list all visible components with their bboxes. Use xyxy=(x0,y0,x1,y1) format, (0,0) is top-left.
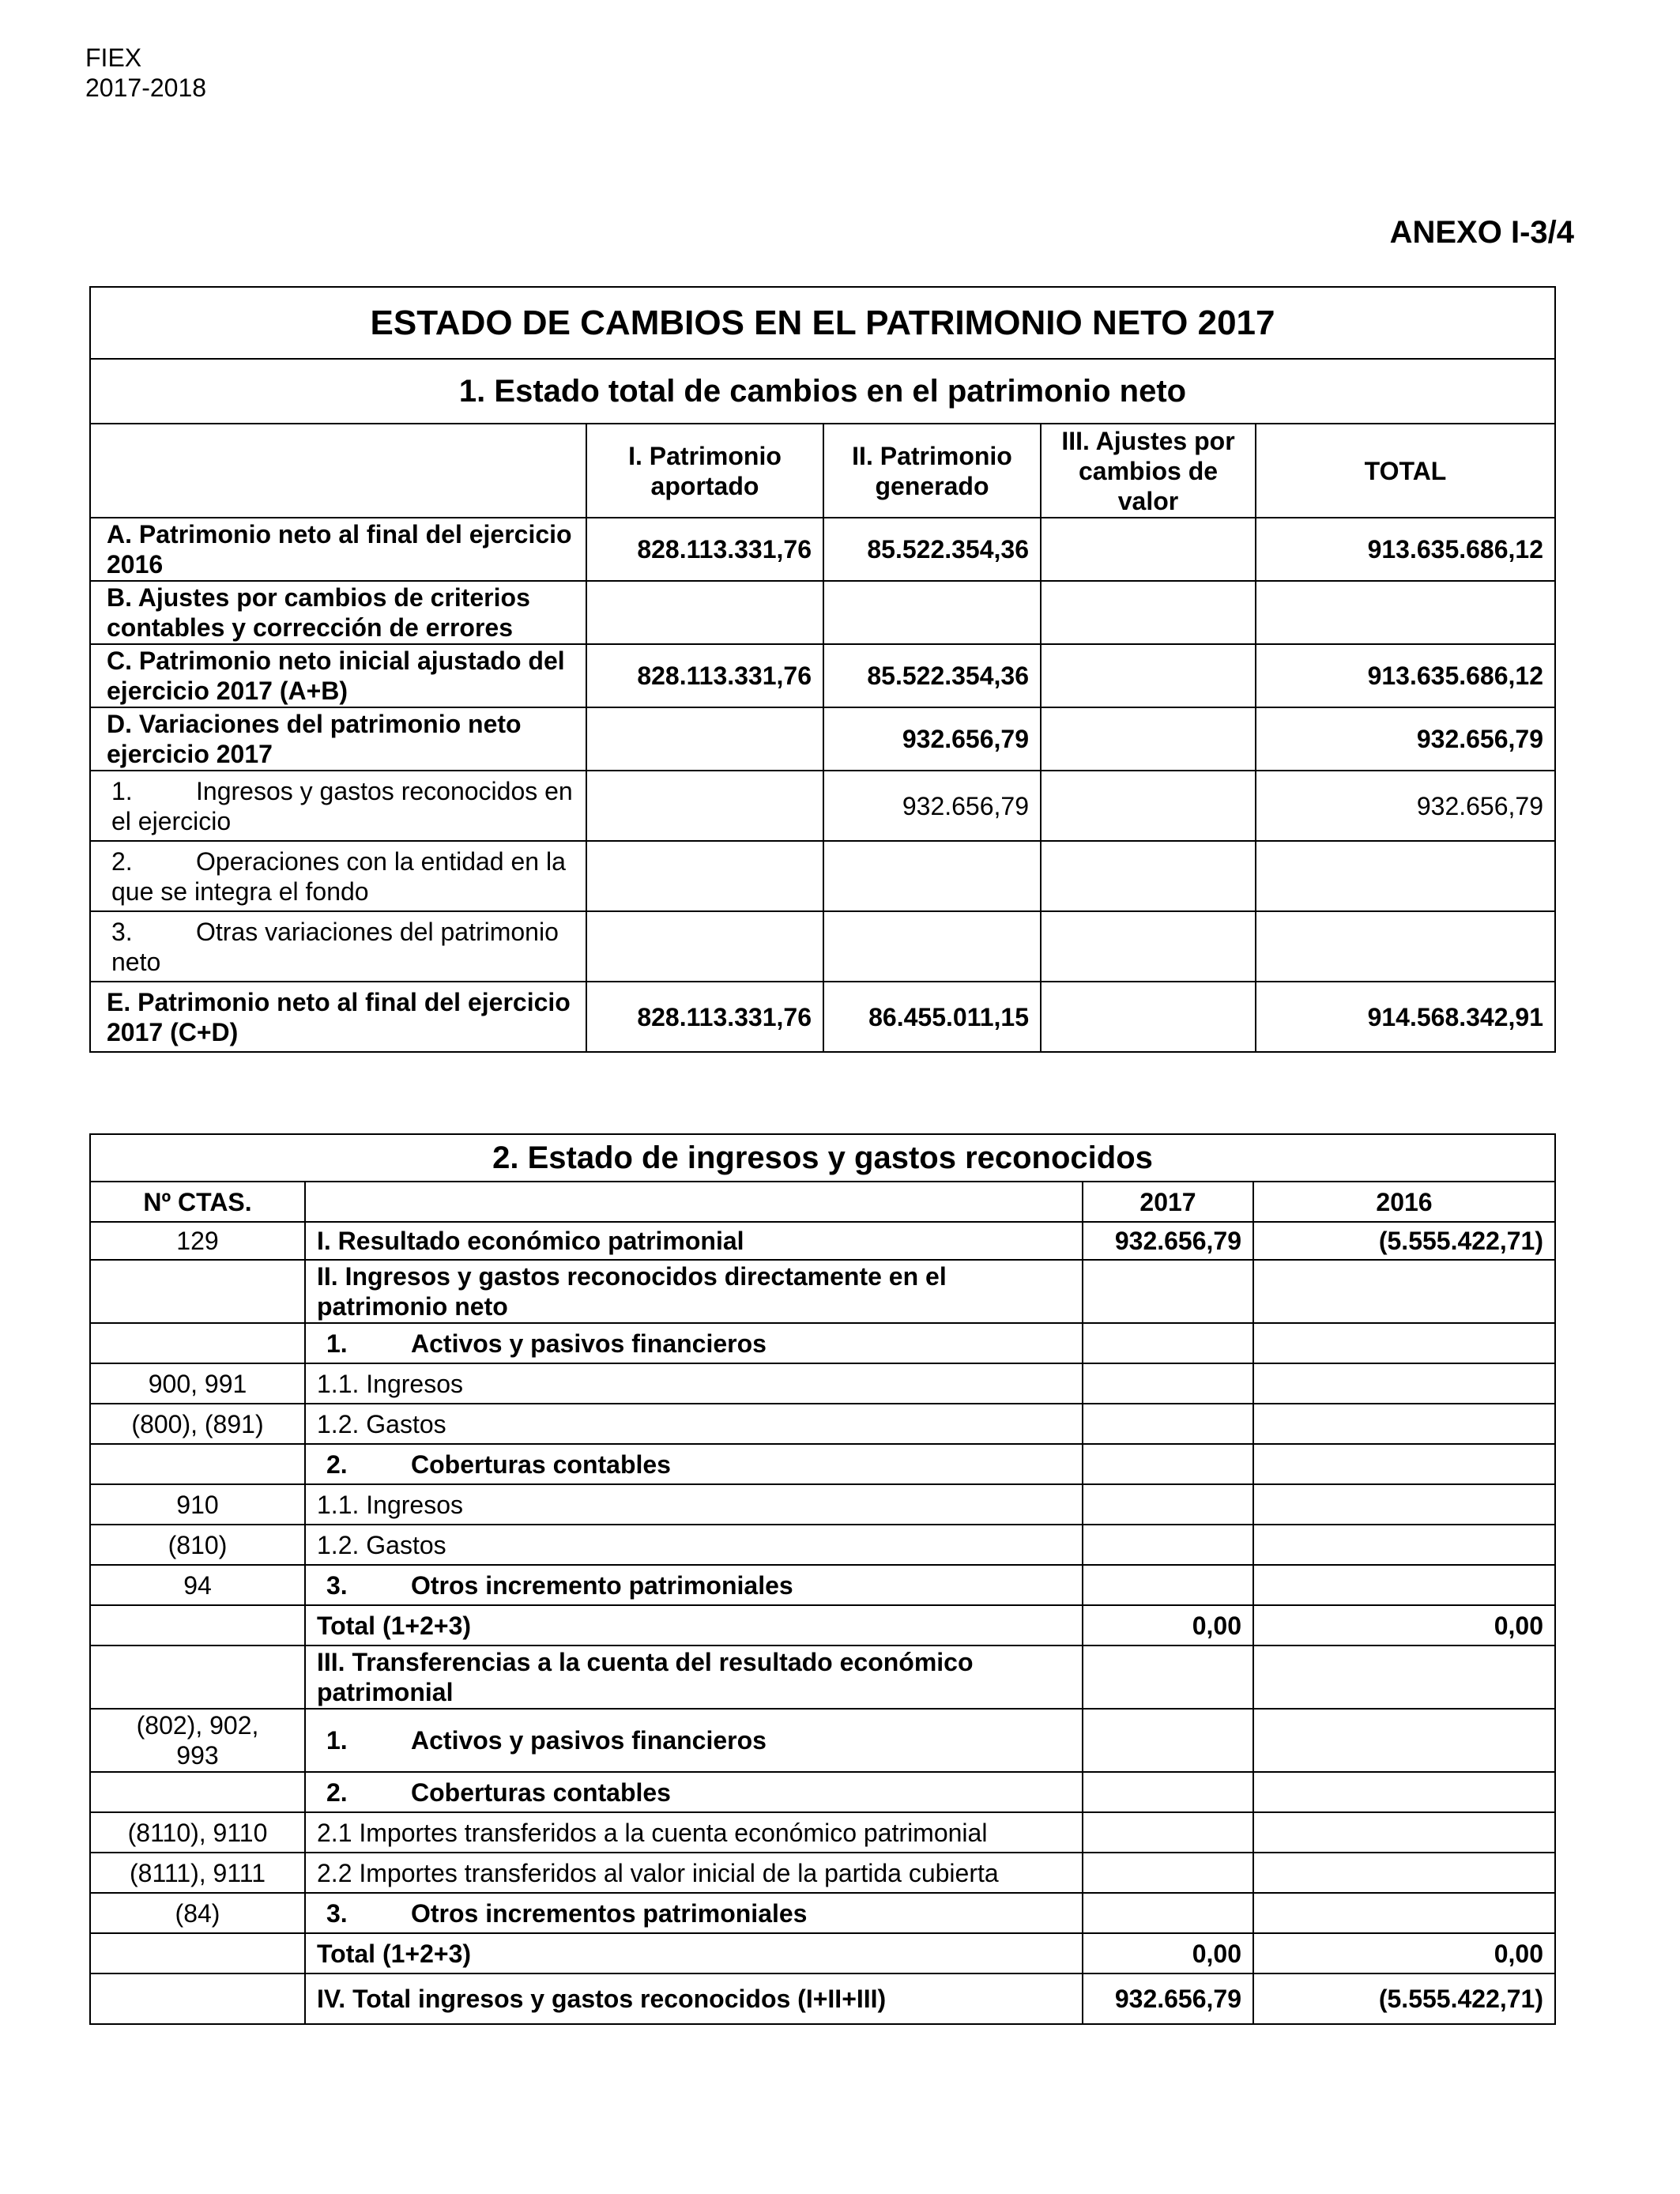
cell-2016 xyxy=(1253,1772,1555,1812)
table-row xyxy=(90,1605,1555,1646)
cell-aportado xyxy=(586,841,823,911)
cell-ctas xyxy=(90,1933,305,1973)
row-index: 2. xyxy=(326,1449,348,1479)
cell-2017 xyxy=(1083,1525,1253,1565)
row-label xyxy=(90,771,586,841)
cell-ctas: (8110), 9110 xyxy=(90,1812,305,1853)
table-row xyxy=(90,1222,1555,1260)
cell-concept xyxy=(305,1709,1083,1772)
cell-concept: 1.2. Gastos xyxy=(305,1525,1083,1565)
cell-concept: 1.1. Ingresos xyxy=(305,1363,1083,1404)
cell-aportado: 828.113.331,76 xyxy=(586,982,823,1052)
cell-total: 932.656,79 xyxy=(1256,707,1555,771)
cell-ajustes xyxy=(1041,707,1256,771)
cell-ctas: (84) xyxy=(90,1893,305,1933)
table-row xyxy=(90,581,1555,644)
cell-ctas: 94 xyxy=(90,1565,305,1605)
col-header-aportado: I. Patrimonio aportado xyxy=(586,424,823,518)
concept-text: Coberturas contables xyxy=(411,1449,671,1479)
cell-generado: 85.522.354,36 xyxy=(823,644,1041,707)
cell-ctas: (800), (891) xyxy=(90,1404,305,1444)
fiscal-period: 2017-2018 xyxy=(85,74,207,102)
cell-2016: 0,00 xyxy=(1253,1933,1555,1973)
table-row xyxy=(90,1484,1555,1525)
cell-generado: 86.455.011,15 xyxy=(823,982,1041,1052)
col-header-2016: 2016 xyxy=(1253,1182,1555,1222)
cell-2017 xyxy=(1083,1260,1253,1323)
table-row xyxy=(90,1363,1555,1404)
table-row xyxy=(90,644,1555,707)
cell-total: 913.635.686,12 xyxy=(1256,644,1555,707)
cell-aportado xyxy=(586,911,823,982)
table-row xyxy=(90,1444,1555,1484)
table-row xyxy=(90,841,1555,911)
table-row xyxy=(90,982,1555,1052)
table-row xyxy=(90,1646,1555,1709)
cell-2016 xyxy=(1253,1565,1555,1605)
cell-concept: 2.2 Importes transferidos al valor inicial de la partida cubierta xyxy=(305,1853,1083,1893)
cell-2017 xyxy=(1083,1323,1253,1363)
equity-changes-table xyxy=(89,286,1556,1053)
cell-ajustes xyxy=(1041,644,1256,707)
cell-concept xyxy=(305,1565,1083,1605)
col-header-generado: II. Patrimonio generado xyxy=(823,424,1041,518)
row-index: 3. xyxy=(326,1570,348,1600)
cell-2017: 0,00 xyxy=(1083,1605,1253,1646)
cell-2017 xyxy=(1083,1853,1253,1893)
concept-text: Activos y pasivos financieros xyxy=(411,1329,767,1358)
table-row xyxy=(90,1933,1555,1973)
cell-generado: 85.522.354,36 xyxy=(823,518,1041,581)
cell-2016 xyxy=(1253,1853,1555,1893)
recognized-income-expenses-table xyxy=(89,1133,1556,2025)
cell-2017 xyxy=(1083,1565,1253,1605)
cell-ctas: (8111), 9111 xyxy=(90,1853,305,1893)
cell-2016: (5.555.422,71) xyxy=(1253,1222,1555,1260)
cell-2016 xyxy=(1253,1484,1555,1525)
col-header-ctas: Nº CTAS. xyxy=(90,1182,305,1222)
cell-2017 xyxy=(1083,1444,1253,1484)
organization-name: FIEX xyxy=(85,43,142,72)
concept-text: Otros incremento patrimoniales xyxy=(411,1570,793,1600)
row-label xyxy=(90,841,586,911)
cell-ctas: (810) xyxy=(90,1525,305,1565)
table-row xyxy=(90,1709,1555,1772)
row-label: E. Patrimonio neto al final del ejercicio 2017 (C+D) xyxy=(90,982,586,1052)
cell-ctas xyxy=(90,1323,305,1363)
cell-ctas: (802), 902, 993 xyxy=(90,1709,305,1772)
cell-concept xyxy=(305,1893,1083,1933)
row-label: D. Variaciones del patrimonio neto ejercicio 2017 xyxy=(90,707,586,771)
cell-ctas: 910 xyxy=(90,1484,305,1525)
cell-concept: II. Ingresos y gastos reconocidos directamente en el patrimonio neto xyxy=(305,1260,1083,1323)
cell-2016 xyxy=(1253,1323,1555,1363)
cell-concept xyxy=(305,1323,1083,1363)
concept-text: Otros incrementos patrimoniales xyxy=(411,1898,808,1928)
cell-total xyxy=(1256,911,1555,982)
annex-label: ANEXO I-3/4 xyxy=(1389,215,1574,250)
cell-concept xyxy=(305,1444,1083,1484)
cell-2017 xyxy=(1083,1404,1253,1444)
cell-2016 xyxy=(1253,1404,1555,1444)
cell-concept: III. Transferencias a la cuenta del resultado económico patrimonial xyxy=(305,1646,1083,1709)
cell-ctas xyxy=(90,1260,305,1323)
cell-ctas xyxy=(90,1605,305,1646)
table-row xyxy=(90,1565,1555,1605)
row-label: C. Patrimonio neto inicial ajustado del ejercicio 2017 (A+B) xyxy=(90,644,586,707)
row-label-text: Operaciones con la entidad en la que se integra el fondo xyxy=(111,846,566,906)
cell-concept: I. Resultado económico patrimonial xyxy=(305,1222,1083,1260)
cell-ajustes xyxy=(1041,982,1256,1052)
cell-2016 xyxy=(1253,1444,1555,1484)
table2-title: 2. Estado de ingresos y gastos reconocidos xyxy=(90,1134,1555,1182)
cell-concept xyxy=(305,1772,1083,1812)
cell-2016: 0,00 xyxy=(1253,1605,1555,1646)
table1-subtitle: 1. Estado total de cambios en el patrimonio neto xyxy=(90,359,1555,424)
cell-concept: 1.2. Gastos xyxy=(305,1404,1083,1444)
cell-2017 xyxy=(1083,1772,1253,1812)
cell-ctas xyxy=(90,1772,305,1812)
concept-text: Activos y pasivos financieros xyxy=(411,1726,767,1755)
col-header-concept xyxy=(305,1182,1083,1222)
cell-2016: (5.555.422,71) xyxy=(1253,1973,1555,2024)
cell-aportado xyxy=(586,581,823,644)
cell-2016 xyxy=(1253,1812,1555,1853)
row-index: 2. xyxy=(326,1777,348,1807)
cell-aportado xyxy=(586,771,823,841)
table-row xyxy=(90,1853,1555,1893)
cell-2017 xyxy=(1083,1893,1253,1933)
cell-ajustes xyxy=(1041,771,1256,841)
col-header-total: TOTAL xyxy=(1256,424,1555,518)
cell-concept: Total (1+2+3) xyxy=(305,1933,1083,1973)
cell-2017 xyxy=(1083,1812,1253,1853)
cell-ajustes xyxy=(1041,841,1256,911)
row-label: A. Patrimonio neto al final del ejercicio 2016 xyxy=(90,518,586,581)
cell-ajustes xyxy=(1041,581,1256,644)
cell-total xyxy=(1256,841,1555,911)
cell-aportado: 828.113.331,76 xyxy=(586,644,823,707)
cell-2017: 0,00 xyxy=(1083,1933,1253,1973)
table-row xyxy=(90,771,1555,841)
table-row xyxy=(90,1260,1555,1323)
row-index: 1. xyxy=(111,776,133,805)
cell-concept: Total (1+2+3) xyxy=(305,1605,1083,1646)
cell-total: 913.635.686,12 xyxy=(1256,518,1555,581)
concept-text: Coberturas contables xyxy=(411,1777,671,1807)
cell-2017: 932.656,79 xyxy=(1083,1973,1253,2024)
row-label xyxy=(90,911,586,982)
table-row xyxy=(90,1973,1555,2024)
cell-2016 xyxy=(1253,1525,1555,1565)
table-row xyxy=(90,1525,1555,1565)
table-row xyxy=(90,1404,1555,1444)
cell-concept: IV. Total ingresos y gastos reconocidos (I+II+III) xyxy=(305,1973,1083,2024)
cell-2017 xyxy=(1083,1363,1253,1404)
table-row xyxy=(90,911,1555,982)
table-row xyxy=(90,1893,1555,1933)
table1-title: ESTADO DE CAMBIOS EN EL PATRIMONIO NETO 2017 xyxy=(90,287,1555,359)
cell-total xyxy=(1256,581,1555,644)
row-index: 1. xyxy=(326,1329,348,1358)
row-index: 1. xyxy=(326,1726,348,1755)
cell-total: 932.656,79 xyxy=(1256,771,1555,841)
row-label-text: Ingresos y gastos reconocidos en el ejercicio xyxy=(111,776,573,835)
cell-generado xyxy=(823,841,1041,911)
row-index: 3. xyxy=(111,917,133,946)
cell-ctas xyxy=(90,1973,305,2024)
cell-2017 xyxy=(1083,1709,1253,1772)
col-header-2017: 2017 xyxy=(1083,1182,1253,1222)
cell-2016 xyxy=(1253,1893,1555,1933)
cell-ajustes xyxy=(1041,518,1256,581)
row-label-text: Otras variaciones del patrimonio neto xyxy=(111,917,559,976)
cell-2016 xyxy=(1253,1260,1555,1323)
cell-concept: 1.1. Ingresos xyxy=(305,1484,1083,1525)
table-row xyxy=(90,1812,1555,1853)
row-index: 3. xyxy=(326,1898,348,1928)
cell-aportado: 828.113.331,76 xyxy=(586,518,823,581)
cell-generado xyxy=(823,911,1041,982)
cell-ajustes xyxy=(1041,911,1256,982)
cell-2017 xyxy=(1083,1646,1253,1709)
col-header-ajustes: III. Ajustes por cambios de valor xyxy=(1041,424,1256,518)
cell-generado: 932.656,79 xyxy=(823,707,1041,771)
cell-ctas xyxy=(90,1646,305,1709)
table-row xyxy=(90,1772,1555,1812)
cell-aportado xyxy=(586,707,823,771)
row-label: B. Ajustes por cambios de criterios contables y corrección de errores xyxy=(90,581,586,644)
cell-2017 xyxy=(1083,1484,1253,1525)
cell-generado xyxy=(823,581,1041,644)
cell-ctas xyxy=(90,1444,305,1484)
table-row xyxy=(90,1323,1555,1363)
cell-ctas: 900, 991 xyxy=(90,1363,305,1404)
table-row xyxy=(90,518,1555,581)
cell-concept: 2.1 Importes transferidos a la cuenta económico patrimonial xyxy=(305,1812,1083,1853)
cell-ctas: 129 xyxy=(90,1222,305,1260)
cell-2016 xyxy=(1253,1363,1555,1404)
cell-2016 xyxy=(1253,1646,1555,1709)
row-index: 2. xyxy=(111,846,133,876)
cell-2017: 932.656,79 xyxy=(1083,1222,1253,1260)
cell-total: 914.568.342,91 xyxy=(1256,982,1555,1052)
table-row xyxy=(90,707,1555,771)
cell-2016 xyxy=(1253,1709,1555,1772)
table1-header-blank xyxy=(90,424,586,518)
cell-generado: 932.656,79 xyxy=(823,771,1041,841)
